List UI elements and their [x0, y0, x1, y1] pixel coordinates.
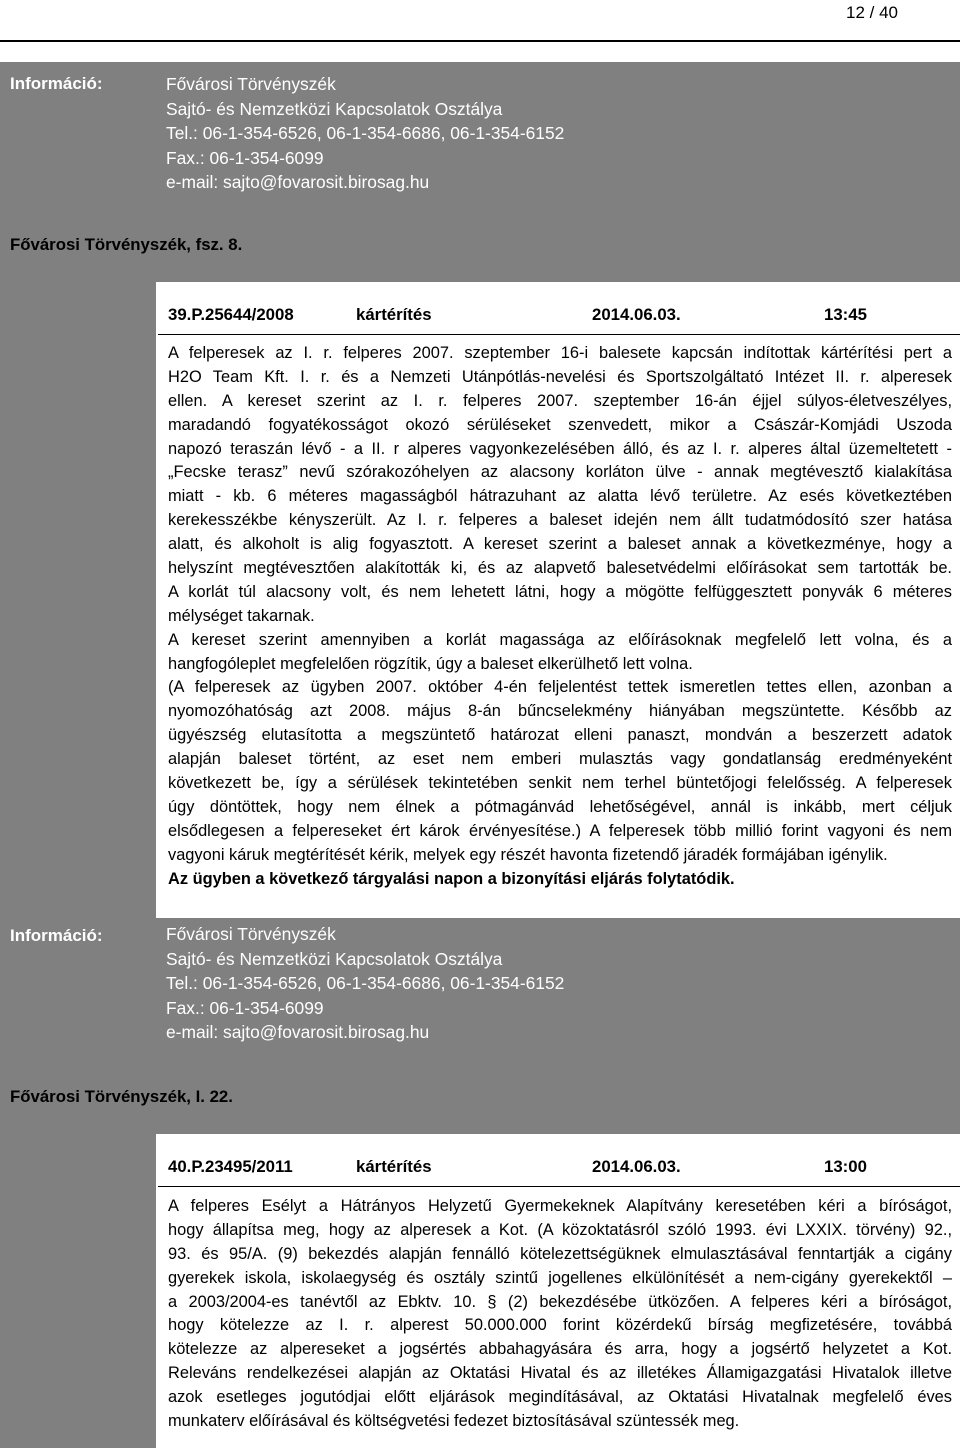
- case2-line: a 2003/2004-es tanévtől az Ebktv. 10. § (2) bekezdésébe ütközően. A felperes kéri a bíróságot,: [168, 1292, 952, 1311]
- case1-body: [168, 342, 952, 891]
- case1-line: napozó teraszán lévő - a II. r alperes vagyonkezelésében álló, és az I. r. alperes által üzemeltetett -: [168, 439, 952, 458]
- case2-header: [168, 1157, 948, 1181]
- case2-line: A felperes Esélyt a Hátrányos Helyzetű Gyermekeknek Alapítvány keresetében kéri a bíróságot,: [168, 1197, 952, 1215]
- info-phone: Tel.: 06-1-354-6526, 06-1-354-6686, 06-1-354-6152: [166, 973, 565, 994]
- info-email: e-mail: sajto@fovarosit.birosag.hu: [166, 172, 430, 193]
- case2-line: munkaterv előírásával és költségvetési fedezet biztosításával szüntessék meg.: [168, 1412, 740, 1431]
- info-label: Információ:: [10, 74, 103, 93]
- case1-header: [168, 305, 948, 329]
- case1-line: H2O Team Kft. I. r. és a Nemzeti Utánpótlás-nevelési és Sportszolgáltató Intézet II. r. alperesek: [168, 367, 952, 386]
- case1-line: A kereset szerint amennyiben a korlát magassága az előírásoknak megfelelő lett volna, és a: [168, 630, 952, 649]
- case2-line: hogy kötelezze az I. r. alperest 50.000.000 forint közérdekű bírság megfizetésére, továbbá: [168, 1316, 952, 1335]
- case1-line: A korlát túl alacsony volt, és nem lehetett látni, hogy a mögötte felfüggesztett ponyvák 6 méteres: [168, 582, 952, 601]
- info-court-name: Fővárosi Törvényszék: [166, 924, 336, 944]
- info-department: Sajtó- és Nemzetközi Kapcsolatok Osztálya: [166, 98, 503, 119]
- case2-line: hogy állapítsa meg, hogy az alperesek a Kot. (A közoktatásról szóló 1993. évi LXXIX. törvény) 92.,: [168, 1220, 952, 1239]
- info-fax: Fax.: 06-1-354-6099: [166, 997, 324, 1018]
- info-court-name: Fővárosi Törvényszék: [166, 74, 336, 94]
- case1-line: (A felperesek az ügyben 2007. október 4-én feljelentést tettek ismeretlen tettes ellen, azonban a: [168, 678, 952, 697]
- case1-line: vagyoni káruk megtérítését kérik, melyek egy részét havonta fizetendő járadék formájában igénylik.: [168, 845, 888, 864]
- section-heading-i22: Fővárosi Törvényszék, I. 22.: [10, 1087, 233, 1106]
- case1-line: alatt, és alkoholt is alig fogyasztott. A kereset szerint a baleset annak a következménye, hogy a: [168, 535, 952, 554]
- case2-time: 13:00: [824, 1157, 867, 1176]
- case1-type: kártérítés: [356, 305, 432, 324]
- case1-time: 13:45: [824, 305, 867, 324]
- left-column-band-1: [0, 282, 156, 920]
- case1-line: hangfogóleplet megfelelően rögzítik, úgy a baleset elkerülhető lett volna.: [168, 654, 693, 673]
- section-heading-fsz8: Fővárosi Törvényszék, fsz. 8.: [10, 235, 243, 254]
- case1-line: nyomozóhatóság azt 2008. május 8-án bűncselekmény hiányában megszüntette. Később az: [168, 702, 952, 721]
- case2-line: Releváns rendelkezései alapján az Oktatási Hivatal és az illetékes Államigazgatási Hivatalok illetve: [168, 1364, 952, 1383]
- case2-line: kötelezze az alpereseket a jogsértés abbahagyására és arra, hogy a jogsértő helyzetet a Kot.: [168, 1340, 952, 1359]
- case1-line: ellen. A kereset szerint az I. r. felperes 2007. szeptember 16-án éjjel súlyos-életveszélyes,: [168, 391, 952, 410]
- case1-line: maradandó fogyatékosságot okozó sérüléseket szenvedett, mikor a Császár-Komjádi Uszoda: [168, 415, 952, 434]
- case2-body: [168, 1195, 952, 1434]
- case1-line: mélységet takarnak.: [168, 606, 315, 625]
- info-contact: [166, 922, 564, 1045]
- info-email: e-mail: sajto@fovarosit.birosag.hu: [166, 1022, 430, 1043]
- page-number: 12 / 40: [846, 3, 898, 22]
- case1-number: 39.P.25644/2008: [168, 305, 294, 324]
- case2-line: 93. és 95/A. (9) bekezdés alapján fennálló kötelezettségüknek elmulasztásával fenntartják a cigány: [168, 1244, 952, 1263]
- info-fax: Fax.: 06-1-354-6099: [166, 147, 324, 168]
- header-rule: [0, 40, 960, 42]
- case1-line: miatt - kb. 6 méteres magasságból hátrazuhant az alatta lévő területre. Az esés következtében: [168, 487, 952, 506]
- case1-line: „Fecske terasz” nevű szórakozóhelyen az alacsony korláton ülve - annak megtévesztő kialakítása: [168, 463, 952, 482]
- info-department: Sajtó- és Nemzetközi Kapcsolatok Osztálya: [166, 948, 503, 969]
- case1-line: A felperesek az I. r. felperes 2007. szeptember 16-i balesete kapcsán indítottak kártérítési pert a: [168, 344, 952, 362]
- case1-line: helyszínt megtévesztően alakították ki, és az alapvető balesetvédelmi előírásokat sem tartották be.: [168, 559, 952, 578]
- case2-line: gyerekek iskola, iskolaegység és osztály szintű jogellenes elkülönítését a nem-cigány gyerekektől –: [168, 1268, 952, 1287]
- info-block-bottom: [0, 918, 960, 1054]
- info-contact: [166, 72, 564, 195]
- case1-header-rule: [158, 334, 960, 335]
- case2-header-rule: [158, 1186, 960, 1187]
- info-block-top: [0, 62, 960, 202]
- left-column-band-2: [0, 1134, 156, 1448]
- case1-line: következett be, így a sérülések tekintetében senkit nem terhel büntetőjogi felelősség. A felperesek: [168, 774, 952, 793]
- info-label: Információ:: [10, 926, 103, 945]
- case1-line: úgy döntöttek, hogy nem élnek a pótmagánvád lehetőségével, annál is inkább, mert céljuk: [168, 797, 952, 816]
- case1-next-hearing: Az ügyben a következő tárgyalási napon a bizonyítási eljárás folytatódik.: [168, 869, 735, 888]
- case2-number: 40.P.23495/2011: [168, 1157, 293, 1176]
- case1-line: alapján baleset történt, az eset nem emberi mulasztás vagy gondatlanság eredményeként: [168, 750, 952, 769]
- case1-line: kerekesszékbe kényszerült. Az I. r. felperes a baleset idején nem állt tudatmódosító szer hatása: [168, 511, 952, 530]
- case1-line: elsődlegesen a felpereseket ért károk érvényesítése.) A felperesek több millió forint vagyoni és nem: [168, 821, 952, 840]
- info-phone: Tel.: 06-1-354-6526, 06-1-354-6686, 06-1-354-6152: [166, 123, 565, 144]
- case2-line: azok esetleges jogutódjai előtt eljárások megindításával, az Oktatási Hivatalnak megfelelő éves: [168, 1388, 952, 1407]
- case1-line: ügyészség elutasította a megszüntető határozat elleni panaszt, mondván a beszerzett adatok: [168, 726, 952, 745]
- case2-date: 2014.06.03.: [592, 1157, 681, 1176]
- case2-type: kártérítés: [356, 1157, 432, 1176]
- case1-date: 2014.06.03.: [592, 305, 681, 324]
